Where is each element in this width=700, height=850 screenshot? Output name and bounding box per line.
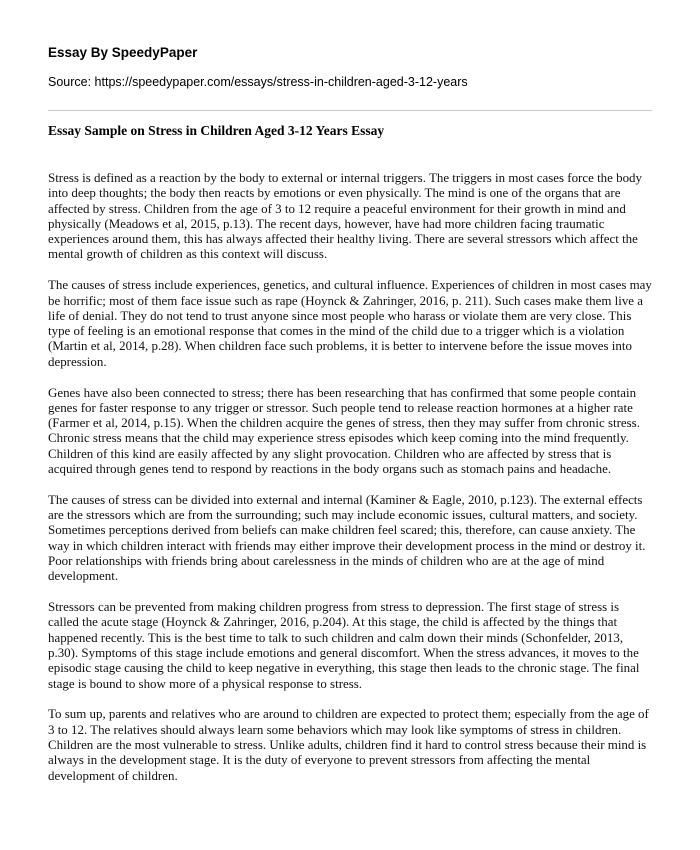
paragraph: Stress is defined as a reaction by the body to external or internal triggers. The triggers in most cases force the body into deep thoughts; the body then reacts by emotions or even physically. The mind is one of the organs that are affected by stress. Children from the age of 3 to 12 require a peaceful environment for their growth in mind and physically (Meadows et al, 2015, p.13). The recent days, however, have had more children facing traumatic experiences around them, this has always affected their healthy living. There are several stressors which affect the mental growth of children as this context will discuss.	[48, 170, 642, 262]
paragraph: Genes have also been connected to stress; there has been researching that has confirmed that some people contain genes for faster response to any trigger or stressor. Such people tend to release reaction hormones at a higher rate (Farmer et al, 2014, p.15). When the children acquire the genes of stress, then they may suffer from chronic stress. Chronic stress means that the child may experience stress episodes which keep coming into the mind frequently. Children of this kind are easily affected by any slight provocation. Children who are affected by stress that is acquired through genes tend to respond by reactions in the body organs such as stomach pains and headache.	[48, 384, 640, 477]
divider	[48, 110, 652, 111]
paragraph: The causes of stress can be divided into external and internal (Kaminer & Eagle, 2010, p.123). The external effects are the stressors which are from the surrounding; such may include economic issues, cultural matters, and society. Sometimes perceptions derived from beliefs can make children feel scared; this, therefore, can cause anxiety. The way in which children interact with friends may either improve their development process in the mind or destroy it. Poor relationships with friends bring about carelessness in the minds of children who are at the age of mind development.	[48, 491, 646, 584]
paragraph: To sum up, parents and relatives who are around to children are expected to protect them; especially from the age of 3 to 12. The relatives should always learn some behaviors which may look like symptoms of stress in children. Children are the most vulnerable to stress. Unlike adults, children find it hard to control stress because their mind is always in the development stage. It is the duty of everyone to prevent stressors from affecting the mental development of children.	[48, 706, 649, 783]
essay-body	[48, 170, 652, 798]
source-line: Source: https://speedypaper.com/essays/stress-in-children-aged-3-12-years	[48, 75, 468, 89]
site-title: Essay By SpeedyPaper	[48, 45, 198, 60]
essay-title: Essay Sample on Stress in Children Aged 3-12 Years Essay	[48, 123, 385, 138]
paragraph: Stressors can be prevented from making children progress from stress to depression. The first stage of stress is called the acute stage (Hoynck & Zahringer, 2016, p.204). At this stage, the child is affected by the things that happened recently. This is the best time to talk to such children and calm down their minds (Schonfelder, 2013, p.30). Symptoms of this stage include emotions and general discomfort. When the stress advances, it moves to the episodic stage causing the child to keep negative in everything, this stage then leads to the chronic stage. The final stage is bound to show more of a physical response to stress.	[48, 599, 640, 691]
paragraph: The causes of stress include experiences, genetics, and cultural influence. Experiences of children in most cases may be horrific; most of them face issue such as rape (Hoynck & Zahringer, 2016, p. 211). Such cases make them live a life of denial. They do not tend to trust anyone since most people who harass or violate them are very close. This type of feeling is an emotional response that comes in the mind of the child due to a trigger which is a violation (Martin et al, 2014, p.28). When children face such problems, it is better to intervene before the issue moves into depression.	[48, 277, 652, 369]
